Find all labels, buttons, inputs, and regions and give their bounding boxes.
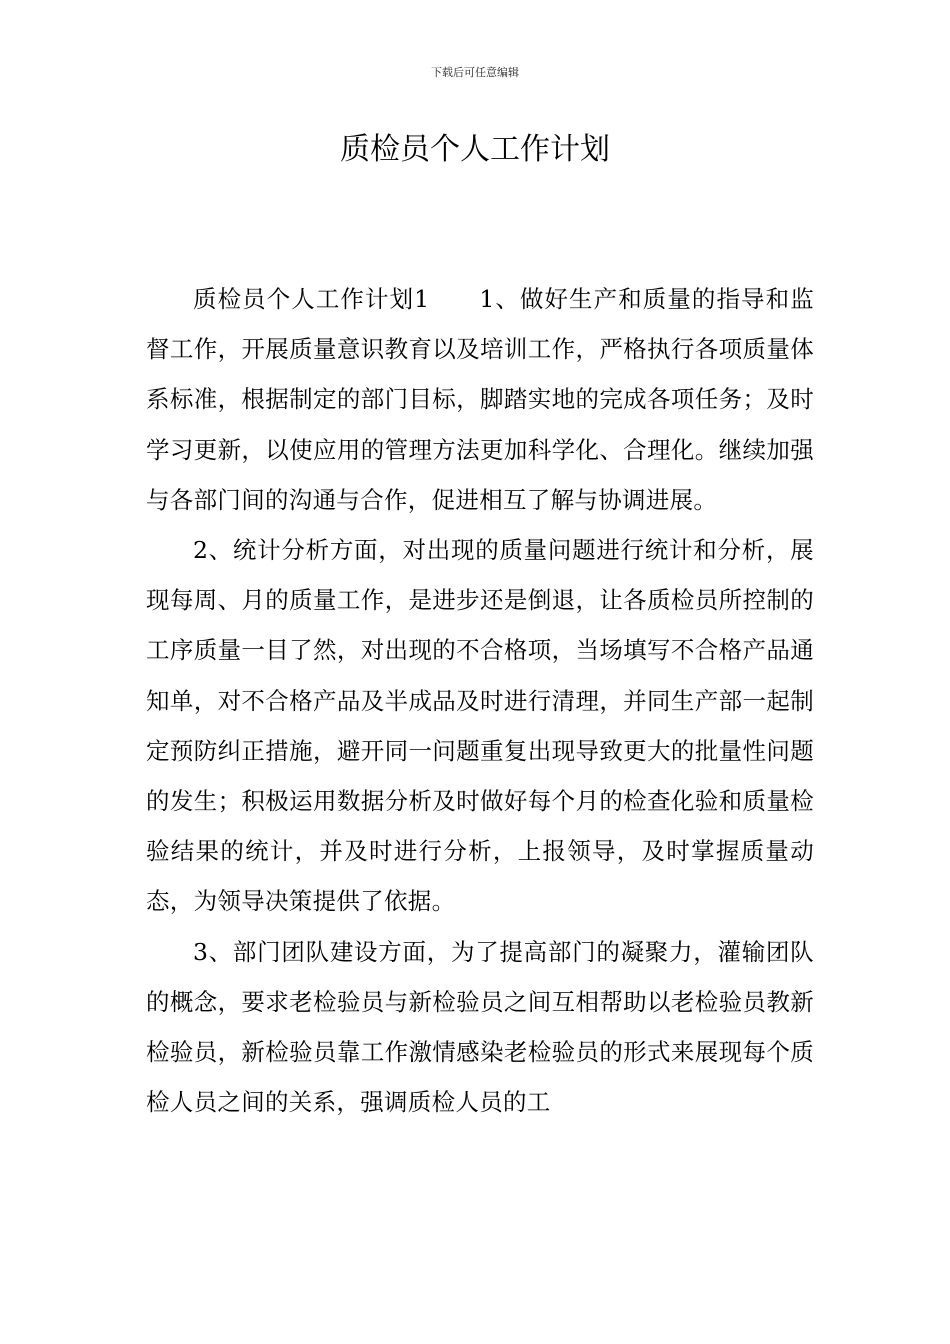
paragraph-1: 质检员个人工作计划1 1、做好生产和质量的指导和监督工作，开展质量意识教育以及培训工作，严格执行各项质量体系标准，根据制定的部门目标，脚踏实地的完成各项任务；及时学习更新，以使应用的管理方法更加科学化、合理化。继续加强与各部门间的沟通与合作，促进相互了解与协调进展。 (146, 285, 814, 514)
paragraph-3: 3、部门团队建设方面，为了提高部门的凝聚力，灌输团队的概念，要求老检验员与新检验员之间互相帮助以老检验员教新检验员，新检验员靠工作激情感染老检验员的形式来展现每个质检人员之间的关系，强调质检人员的工 (146, 937, 814, 1117)
header-note: 下载后可任意编辑 (431, 66, 519, 79)
document-title: 质检员个人工作计划 (340, 132, 610, 167)
paragraph-2: 2、统计分析方面，对出现的质量问题进行统计和分析，展现每周、月的质量工作，是进步还是倒退，让各质检员所控制的工序质量一目了然，对出现的不合格项，当场填写不合格产品通知单，对不合格产品及半成品及时进行清理，并同生产部一起制定预防纠正措施，避开同一问题重复出现导致更大的批量性问题的发生；积极运用数据分析及时做好每个月的检查化验和质量检验结果的统计，并及时进行分析，上报领导，及时掌握质量动态，为领导决策提供了依据。 (146, 536, 814, 916)
document-body (146, 274, 814, 1127)
